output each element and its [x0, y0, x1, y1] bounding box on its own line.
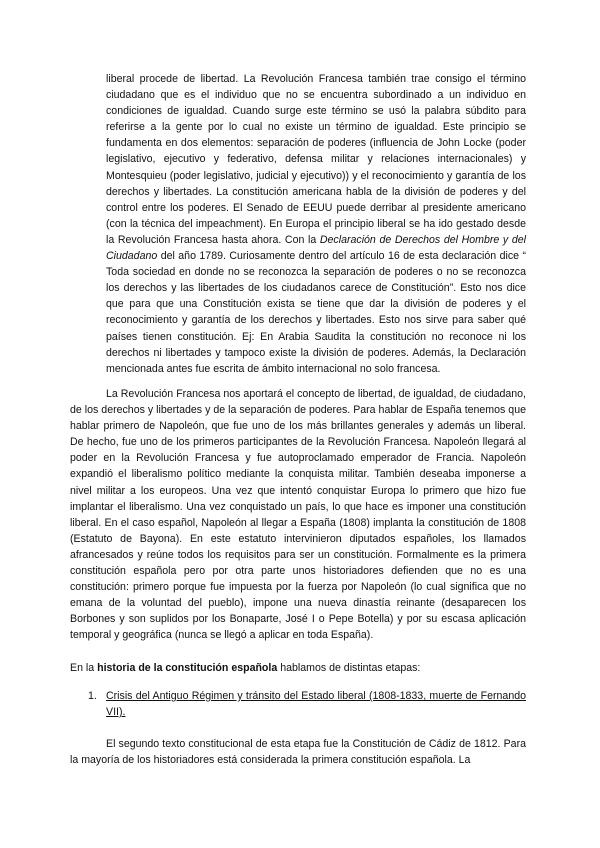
- paragraph-text: En la: [70, 662, 95, 674]
- paragraph-cadiz: El segundo texto constitucional de esta etapa fue la Constitución de Cádiz de 1812. Para la mayoría de los historiadores está considerada la primera constitución española. La: [70, 738, 526, 767]
- paragraph-stages-intro: [70, 660, 526, 676]
- paragraph-text: del año 1789. Curiosamente dentro del artículo 16 de esta declaración dice “ Toda sociedad en donde no se reconozca la separación de poderes o no se reconozca los derechos y las libertades de los ciudadanos carece de Constitución”. Esto nos dice que para que una Constitución exista se tiene que dar la división de poderes y el reconocimiento y garantía de los derechos y libertades. Esto nos sirve para saber qué países tienen constitución. Ej: En Arabia Saudita la constitución no reconoce ni los derechos ni libertades y tampoco existe la división de poderes. Además, la Declaración mencionada antes fue escrita de ámbito internacional no solo francesa.: [106, 250, 526, 375]
- list-item-text: Crisis del Antiguo Régimen y tránsito del Estado liberal (1808-1833, muerte de Fernando VII).: [106, 690, 526, 719]
- paragraph-text: hablamos de distintas etapas:: [280, 662, 421, 674]
- list-number: 1.: [88, 690, 97, 702]
- bold-term: historia de la constitución española: [97, 662, 278, 674]
- paragraph-text: liberal procede de libertad. La Revolución Francesa también trae consigo el término ciudadano que es el individuo que no se encuentra subordinado a un individuo en condiciones de igualdad. Cuando surge este término se usó la palabra súbdito para referirse a la gente por lo cual no existe un término de igualdad. Este principio se fundamenta en dos elementos: separación de poderes (influencia de John Locke (poder legislativo, ejecutivo y federativo, defensa militar y relaciones internacionales) y Montesquieu (poder legislativo, judicial y ejecutivo)) y el reconocimiento y garantía de los derechos y libertades. La constitución americana habla de la división de poderes y del control entre los poderes. El Senado de EEUU puede derribar al presidente americano (con la técnica del impeachment). En Europa el principio liberal se ha ido gestado desde la Revolución Francesa hasta ahora. Con la: [106, 73, 526, 246]
- declaration-title: Declaración de Derechos del Hombre y del Ciudadano: [106, 233, 526, 263]
- paragraph-separation-of-powers: [106, 71, 526, 377]
- paragraph-napoleon: La Revolución Francesa nos aportará el concepto de libertad, de igualdad, de ciudadano, de los derechos y libertades y de la separación de poderes. Para hablar de España tenemos que hablar primero de Napoleón, que fue uno de los más brillantes generales y además un liberal. De hecho, fue uno de los primeros participantes de la Revolución Francesa. Napoleón llegará al poder en la Revolución Francesa y fue autoproclamado emperador de Francia. Napoleón expandió el liberalismo político mediante la conquista militar. También deseaba imponerse a nivel militar a los europeos. Una vez que intentó conquistar Europa lo primero que hizo fue implantar el liberalismo. Una vez conquistado un país, lo que hace es imponer una constitución liberal. En el caso español, Napoleón al llegar a España (1808) implanta la constitución de 1808 (Estatuto de Bayona). En este estatuto intervinieron diputados españoles, los llamados afrancesados y reúne todos los requisitos para ser un constitución. Formalmente es la primera constitución española pero por otra parte unos historiadores defienden que no es una constitución: primero porque fue impuesta por la fuerza por Napoleón (lo cual significa que no emana de la voluntad del pueblo), impone una nueva dinastía reinante (desaparecen los Borbones y son suplidos por los Bonaparte, José I o Pepe Botella) y por su escasa aplicación temporal y geográfica (nunca se llegó a aplicar en toda España).: [70, 388, 526, 642]
- list-item: [88, 688, 526, 720]
